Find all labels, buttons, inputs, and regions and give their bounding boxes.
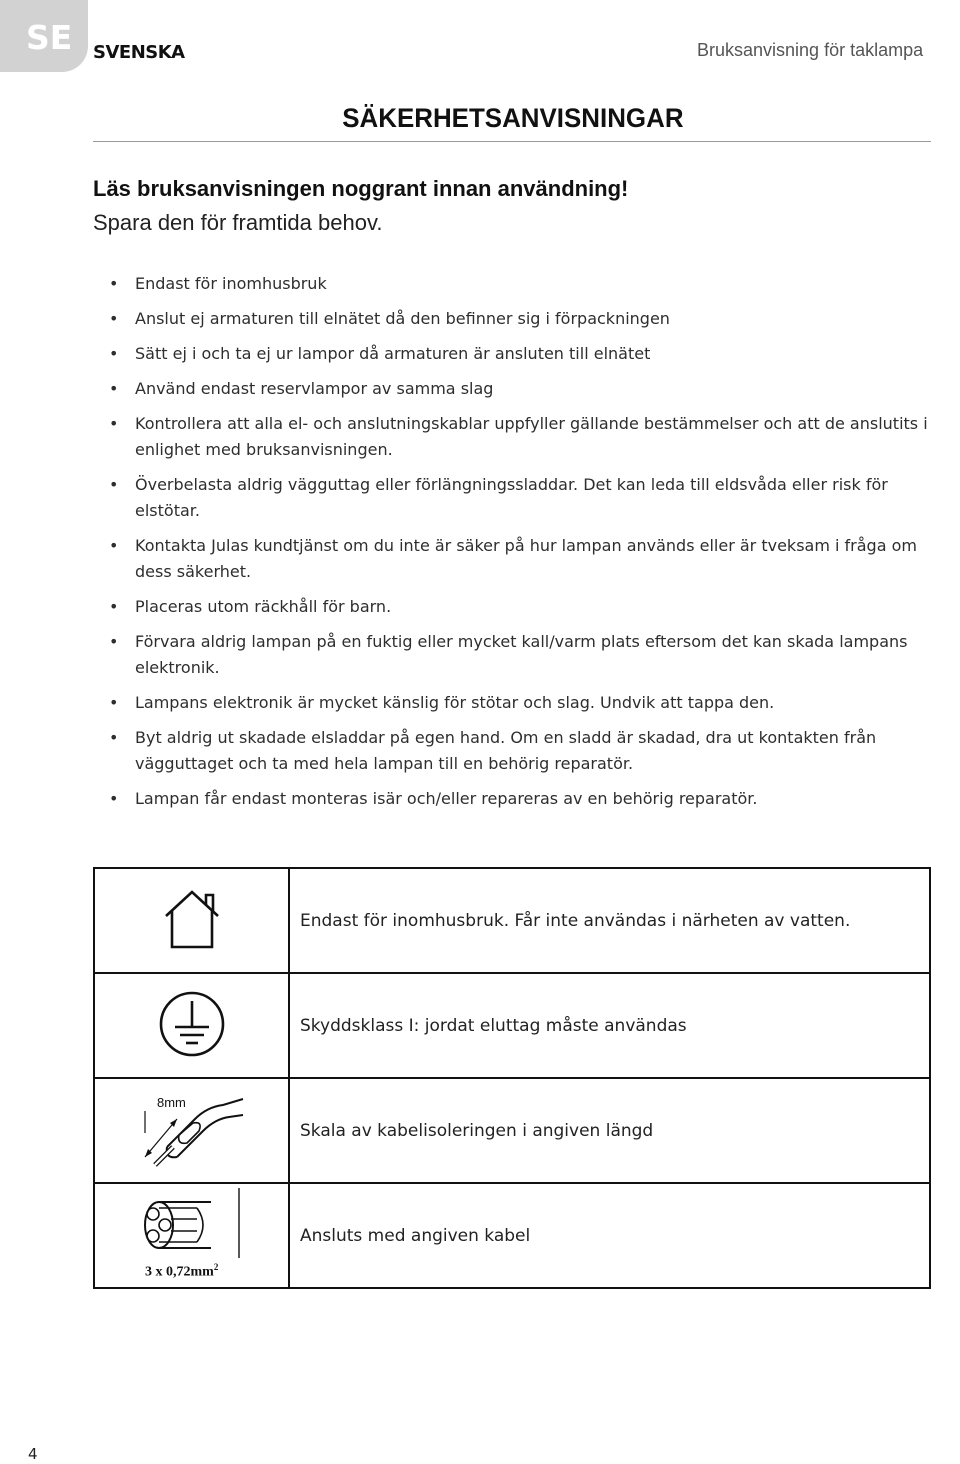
- list-item-text: Byt aldrig ut skadade elsladdar på egen hand. Om en sladd är skadad, dra ut kontakten från vägguttaget och ta med hela lampan till en behörig reparatör.: [135, 728, 877, 773]
- icon-cell: [94, 973, 289, 1078]
- bullet: •: [109, 344, 119, 363]
- list-item: [105, 411, 935, 463]
- symbol-description: Endast för inomhusbruk. Får inte användas i närheten av vatten.: [289, 868, 930, 973]
- icon-cell: [94, 1183, 289, 1288]
- list-item-text: Överbelasta aldrig vägguttag eller förlängningssladdar. Det kan leda till eldsvåda eller risk för elstötar.: [135, 475, 888, 520]
- bullet: •: [109, 789, 119, 808]
- list-item-text: Sätt ej i och ta ej ur lampor då armaturen är ansluten till elnätet: [135, 344, 651, 363]
- bullet: •: [109, 693, 119, 712]
- list-item-text: Anslut ej armaturen till elnätet då den befinner sig i förpackningen: [135, 309, 670, 328]
- list-item: [105, 594, 935, 620]
- language-code: SE: [26, 18, 73, 57]
- cable-spec-label: [145, 1262, 218, 1281]
- table-row: [94, 1078, 930, 1183]
- cable-spec-text: 3 x 0,72mm: [145, 1264, 214, 1280]
- bullet: •: [109, 536, 119, 555]
- list-item: [105, 376, 935, 402]
- bullet: •: [109, 379, 119, 398]
- list-item-text: Endast för inomhusbruk: [135, 274, 327, 293]
- list-item: [105, 306, 935, 332]
- list-item-text: Placeras utom räckhåll för barn.: [135, 597, 392, 616]
- house-icon: [157, 887, 227, 951]
- protective-earth-icon: [157, 989, 227, 1059]
- bullet: •: [109, 475, 119, 494]
- list-item-text: Använd endast reservlampor av samma slag: [135, 379, 494, 398]
- strip-length-label: 8mm: [156, 1094, 186, 1110]
- page-number: 4: [28, 1445, 38, 1463]
- bullet: •: [109, 414, 119, 433]
- intro-note: Spara den för framtida behov.: [93, 210, 383, 235]
- intro-warning: Läs bruksanvisningen noggrant innan användning!: [93, 176, 629, 201]
- header-divider: [93, 141, 931, 142]
- list-item-text: Förvara aldrig lampan på en fuktig eller mycket kall/varm plats eftersom det kan skada lampans elektronik.: [135, 632, 908, 677]
- list-item: [105, 629, 935, 681]
- symbol-description: Ansluts med angiven kabel: [289, 1183, 930, 1288]
- symbols-table: [93, 867, 931, 1289]
- icon-cell: [94, 868, 289, 973]
- bullet: •: [109, 274, 119, 293]
- table-row: [94, 868, 930, 973]
- cable-strip-icon: [137, 1089, 247, 1169]
- list-item: [105, 341, 935, 367]
- list-item: [105, 786, 935, 812]
- list-item: [105, 271, 935, 297]
- list-item: [105, 472, 935, 524]
- language-name: SVENSKA: [93, 42, 185, 63]
- icon-cell: [94, 1078, 289, 1183]
- list-item-text: Kontrollera att alla el- och anslutningskablar uppfyller gällande bestämmelser och att de anslutits i enlighet med bruksanvisningen.: [135, 414, 928, 459]
- list-item: [105, 725, 935, 777]
- language-tab: [0, 0, 88, 72]
- symbol-description: Skala av kabelisoleringen i angiven längd: [289, 1078, 930, 1183]
- list-item-text: Lampan får endast monteras isär och/eller repareras av en behörig reparatör.: [135, 789, 758, 808]
- list-item: [105, 533, 935, 585]
- table-row: [94, 973, 930, 1078]
- cable-cross-section-icon: [137, 1188, 247, 1258]
- bullet: •: [109, 309, 119, 328]
- bullet: •: [109, 632, 119, 651]
- bullet: •: [109, 728, 119, 747]
- cable-spec-unit-exponent: 2: [213, 1262, 219, 1272]
- list-item: [105, 690, 935, 716]
- symbol-description: Skyddsklass I: jordat eluttag måste användas: [289, 973, 930, 1078]
- list-item-text: Kontakta Julas kundtjänst om du inte är säker på hur lampan används eller är tveksam i fråga om dess säkerhet.: [135, 536, 917, 581]
- list-item-text: Lampans elektronik är mycket känslig för stötar och slag. Undvik att tappa den.: [135, 693, 775, 712]
- table-row: [94, 1183, 930, 1288]
- section-title: SÄKERHETSANVISNINGAR: [342, 103, 684, 133]
- document-title: Bruksanvisning för taklampa: [697, 40, 924, 60]
- safety-instructions-list: [105, 271, 935, 821]
- bullet: •: [109, 597, 119, 616]
